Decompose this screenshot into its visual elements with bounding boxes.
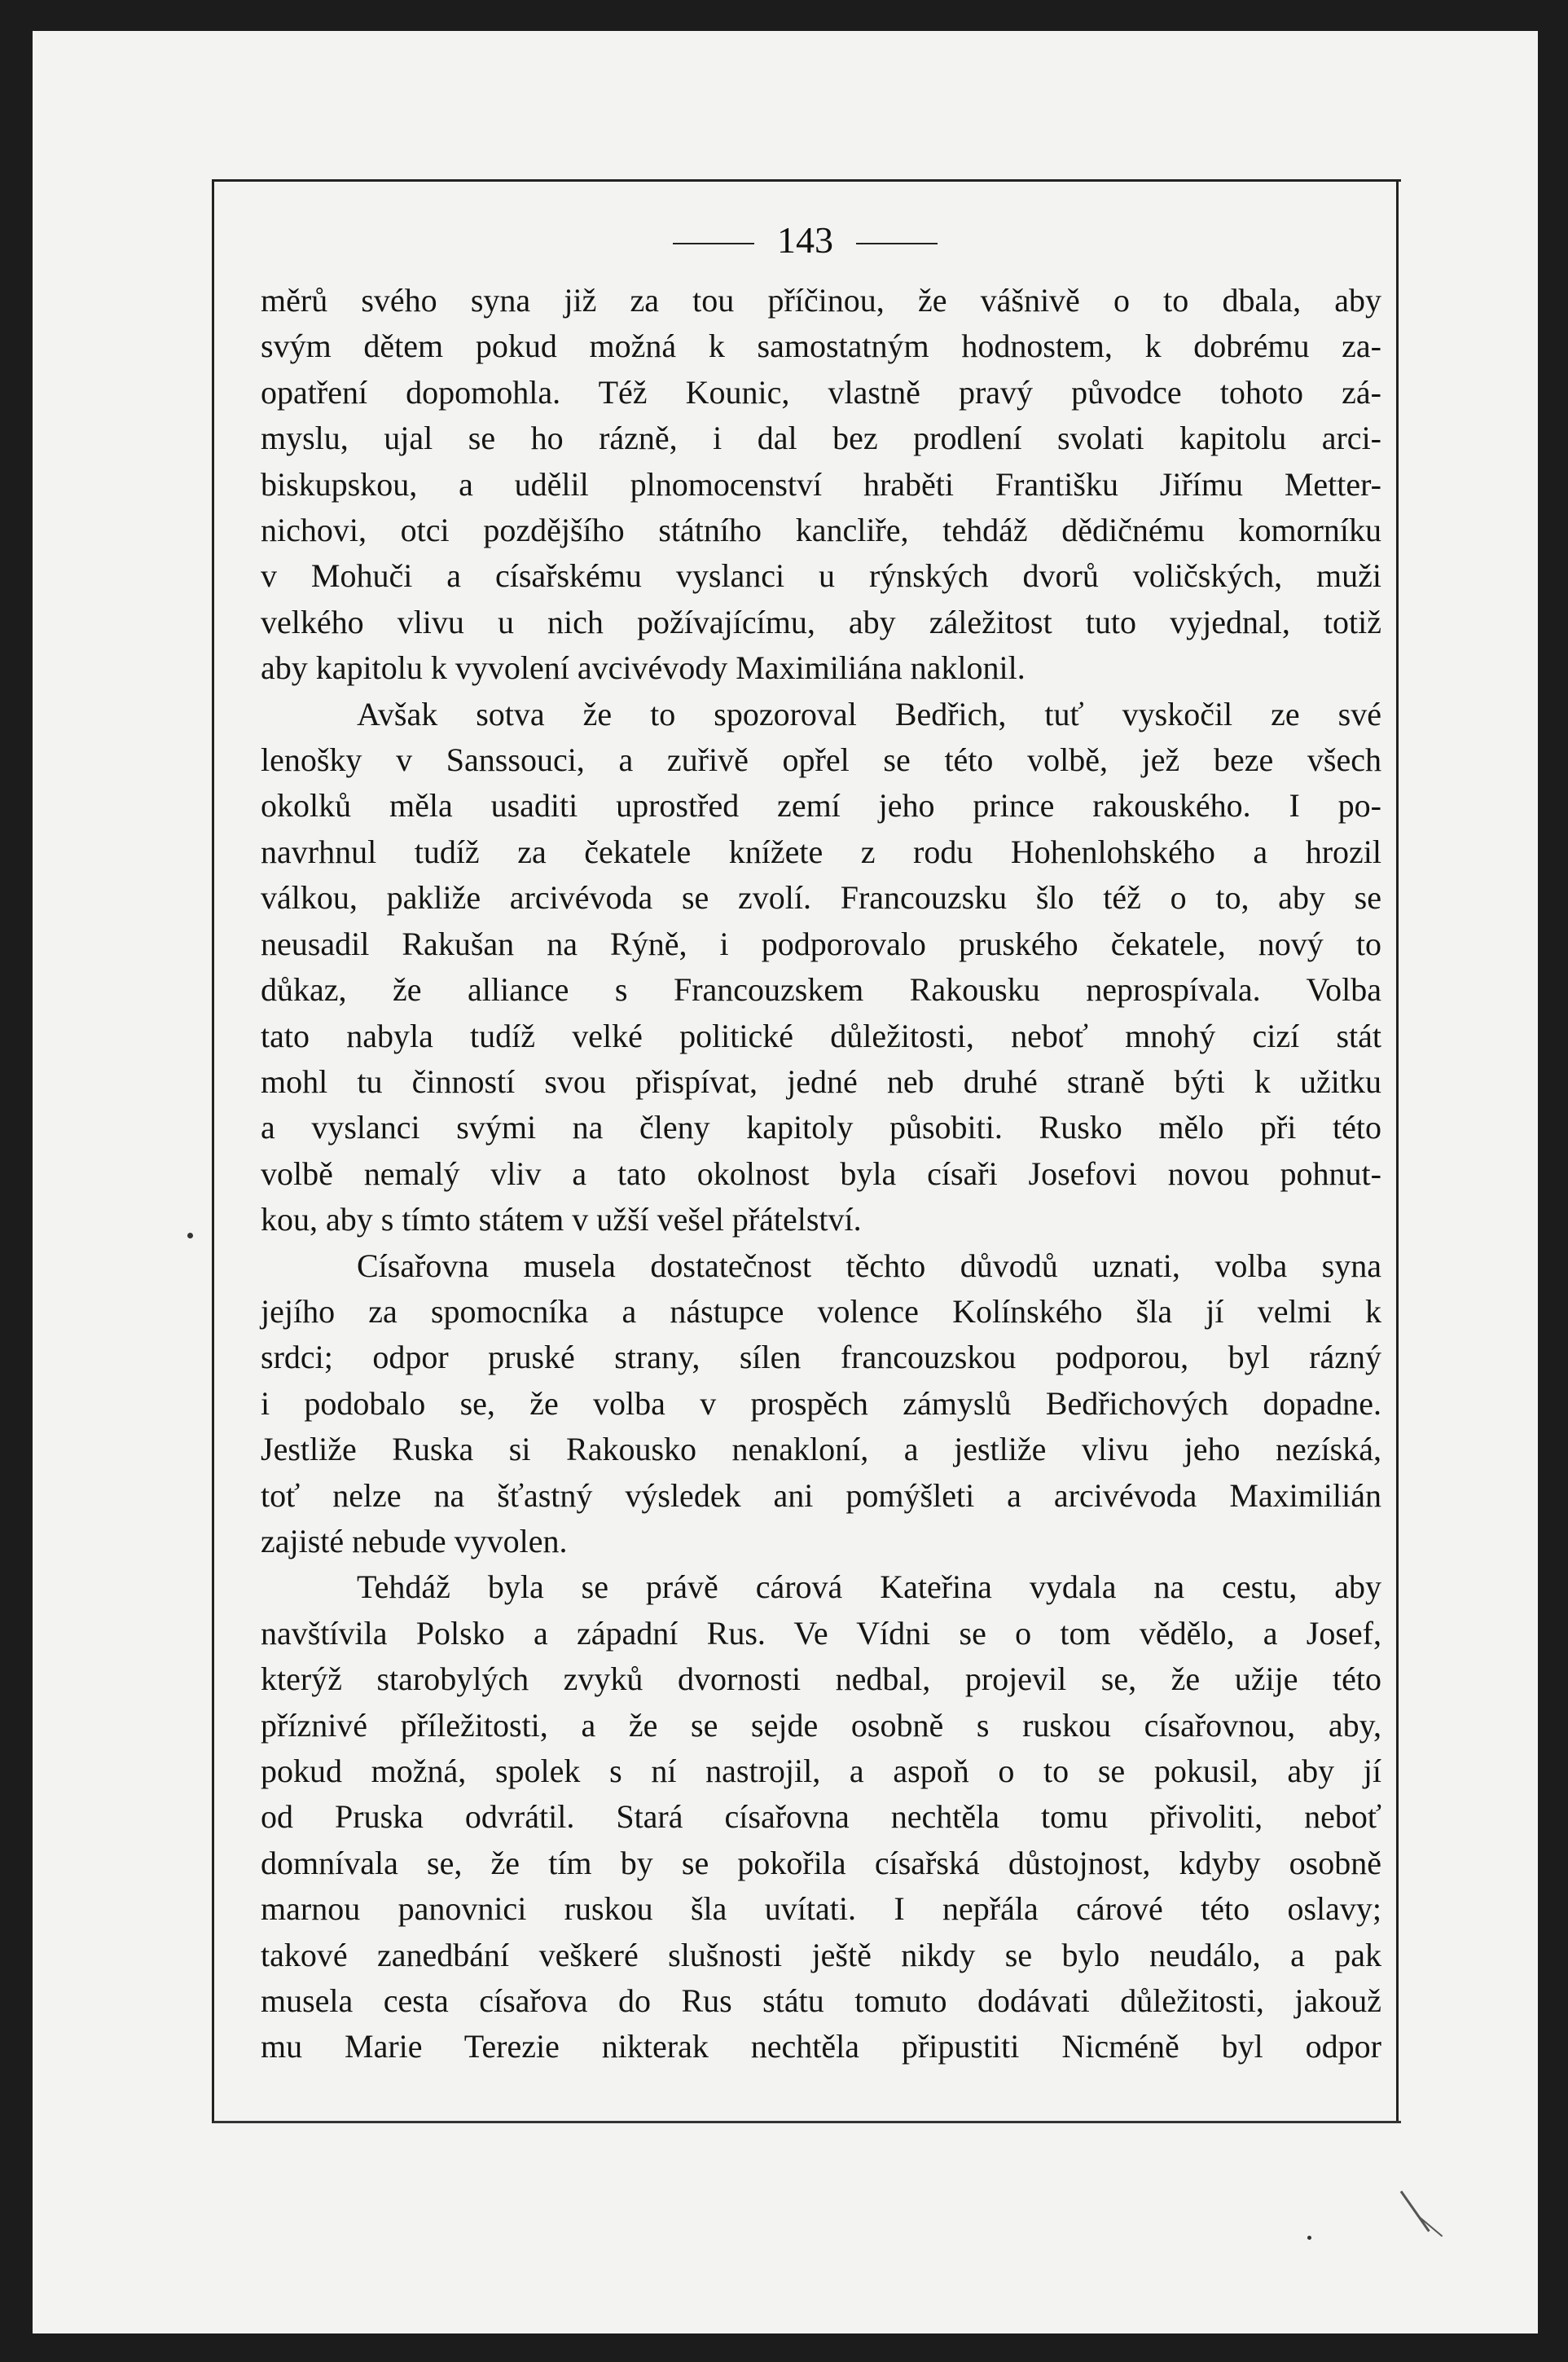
text-line: biskupskou, a udělil plnomocenství hraběti Františku Jiřímu Metter-	[261, 465, 1381, 503]
text-line: tato nabyla tudíž velké politické důležitosti, neboť mnohý cizí stát	[261, 1017, 1381, 1054]
text-line: mu Marie Terezie nikterak nechtěla připustiti Nicméně byl odpor	[261, 2028, 1381, 2065]
text-line: zajisté nebude vyvolen.	[261, 1522, 568, 1559]
text-line: kterýž starobylých zvyků dvornosti nedbal, projevil se, že užije této	[261, 1660, 1381, 1698]
text-line: neusadil Rakušan na Rýně, i podporovalo pruského čekatele, nový to	[261, 925, 1381, 962]
text-line: svým dětem pokud možná k samostatným hodnostem, k dobrému za-	[261, 328, 1381, 365]
text-line: Jestliže Ruska si Rakousko nenakloní, a jestliže vlivu jeho nezíská,	[261, 1431, 1381, 1468]
text-line: pokud možná, spolek s ní nastrojil, a aspoň o to se pokusil, aby jí	[261, 1753, 1381, 1789]
text-line: velkého vlivu u nich požívajícímu, aby záležitost tuto vyjednal, totiž	[261, 603, 1381, 640]
text-line: Avšak sotva že to spozoroval Bedřich, tuť vyskočil ze své	[357, 695, 1381, 732]
page-border-right	[1396, 179, 1399, 2121]
text-line: mohl tu činností svou přispívat, jedné neb druhé straně býti k užitku	[261, 1062, 1381, 1100]
text-line: kou, aby s tímto státem v užší vešel přátelství.	[261, 1201, 862, 1238]
text-line: musela cesta císařova do Rus státu tomuto dodávati důležitosti, jakouž	[261, 1982, 1381, 2020]
text-line: od Pruska odvrátil. Stará císařovna nechtěla tomu přivoliti, neboť	[261, 1798, 1381, 1836]
text-line: srdci; odpor pruské strany, sílen francouzskou podporou, byl rázný	[261, 1339, 1381, 1376]
text-line: opatření dopomohla. Též Kounic, vlastně pravý původce tohoto zá-	[261, 373, 1381, 411]
text-line: důkaz, že alliance s Francouzskem Rakousku neprospívala. Volba	[261, 971, 1381, 1009]
text-line: domnívala se, že tím by se pokořila císařská důstojnost, kdyby osobně	[261, 1844, 1381, 1881]
body-text	[261, 278, 1381, 2070]
dust-speck	[187, 1233, 193, 1238]
header-rule-left	[673, 243, 754, 244]
text-line: Císařovna musela dostatečnost těchto důvodů uznati, volba syna	[357, 1247, 1381, 1284]
text-line: nichovi, otci pozdějšího státního kancliře, tehdáž dědičnému komorníku	[261, 512, 1381, 549]
text-line: a vyslanci svými na členy kapitoly působiti. Rusko mělo při této	[261, 1109, 1381, 1146]
text-line: Tehdáž byla se právě cárová Kateřina vydala na cestu, aby	[357, 1568, 1381, 1606]
text-line: jejího za spomocníka a nástupce volence Kolínského šla jí velmi k	[261, 1292, 1381, 1330]
text-line: měrů svého syna již za tou příčinou, že vášnivě o to dbala, aby	[261, 282, 1381, 319]
scan-scratch	[1416, 2215, 1443, 2237]
text-line: lenošky v Sanssouci, a zuřivě opřel se této volbě, jež beze všech	[261, 741, 1381, 779]
text-line: toť nelze na šťastný výsledek ani pomýšleti a arcivévoda Maximilián	[261, 1476, 1381, 1514]
text-line: příznivé příležitosti, a že se sejde osobně s ruskou císařovnou, aby,	[261, 1706, 1381, 1744]
page-header	[212, 220, 1399, 261]
dust-speck	[1307, 2236, 1311, 2240]
text-line: volbě nemalý vliv a tato okolnost byla císaři Josefovi novou pohnut-	[261, 1155, 1381, 1192]
text-line: i podobalo se, že volba v prospěch zámyslů Bedřichových dopadne.	[261, 1384, 1381, 1422]
text-line: myslu, ujal se ho rázně, i dal bez prodlení svolati kapitolu arci-	[261, 420, 1381, 457]
text-line: válkou, pakliže arcivévoda se zvolí. Francouzsku šlo též o to, aby se	[261, 879, 1381, 917]
scanned-page	[33, 31, 1538, 2333]
text-line: v Mohuči a císařskému vyslanci u rýnských dvorů voličských, muži	[261, 557, 1381, 595]
text-line: navštívila Polsko a západní Rus. Ve Vídni se o tom vědělo, a Josef,	[261, 1614, 1381, 1652]
header-rule-right	[856, 243, 938, 244]
page-number: 143	[777, 219, 833, 261]
text-line: aby kapitolu k vyvolení avcivévody Maximiliána naklonil.	[261, 649, 1026, 687]
text-line: okolků měla usaditi uprostřed zemí jeho prince rakouského. I po-	[261, 787, 1381, 825]
text-line: marnou panovnici ruskou šla uvítati. I nepřála cárové této oslavy;	[261, 1890, 1381, 1928]
text-line: takové zanedbání veškeré slušnosti ještě nikdy se bylo neudálo, a pak	[261, 1936, 1381, 1973]
scan-scratch	[1400, 2191, 1430, 2232]
text-line: navrhnul tudíž za čekatele knížete z rodu Hohenlohského a hrozil	[261, 833, 1381, 870]
